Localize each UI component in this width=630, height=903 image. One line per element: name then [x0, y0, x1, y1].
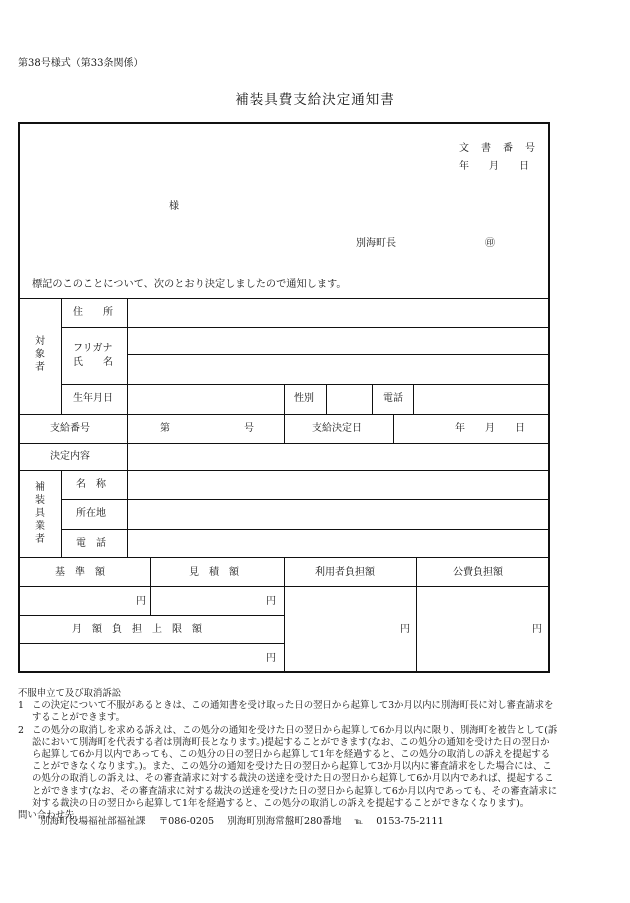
user-burden-yen: 円	[400, 624, 410, 635]
vendor-phone-label: 電 話	[76, 538, 106, 549]
monthly-cap-yen: 円	[266, 653, 276, 664]
rule	[18, 615, 284, 616]
addressee-suffix: 様	[169, 201, 179, 212]
frame-right	[548, 122, 550, 673]
vendor-section-label: 補装具業者	[35, 482, 45, 545]
rule	[18, 298, 550, 299]
decision-date-label: 支給決定日	[312, 423, 362, 434]
furigana-label: フリガナ	[73, 343, 113, 354]
rule	[372, 384, 373, 414]
rule	[18, 470, 550, 471]
decision-date-placeholder: 年 月 日	[455, 423, 525, 434]
public-burden-yen: 円	[532, 624, 542, 635]
rule	[61, 470, 62, 557]
frame-top	[18, 122, 550, 124]
notice-intro: 標記のこのことについて、次のとおり決定しましたので通知します。	[32, 279, 347, 290]
rule	[61, 499, 550, 500]
appeal-heading: 不服申立て及び取消訴訟	[18, 688, 122, 699]
seal-mark: ㊞	[485, 238, 495, 249]
rule	[393, 414, 394, 443]
document-number-label: 文 書 番 号	[459, 143, 536, 154]
rule	[61, 298, 62, 414]
appeal-item: 2 この処分の取消しを求める訴えは、この処分の通知を受けた日の翌日から起算して6か月以内に限り、別海町を被告として(訴訟において別海町を代表する者は別海町長となります。)提起することができます(なお、この処分の通知を受けた日の翌日から起算して6か月以内であっても、この処分の日の翌日から起算して1年を経過すると、この処分の取消しの訴えを提起することができなくなります。)。また、この処分の通知を受けた日の翌日から起算して3か月以内に審査請求をした場合には、この処分の取消しの訴えは、その審査請求に対する裁決の送達を受けた日の翌日から起算して6か月以内であれば、提起することができます(なお、その審査請求に対する裁決の送達を受けた日の翌日から起算して6か月以内であっても、その審査請求に対する裁決の日の翌日から起算して1年を経過すると、この処分の取消しの訴えを提起することができなくなります)。	[18, 724, 558, 809]
form-number: 第38号様式（第33条関係）	[18, 58, 144, 69]
frame-left	[18, 122, 20, 673]
vendor-name-label: 名 称	[76, 479, 106, 490]
decision-number-suffix: 号	[244, 423, 254, 434]
phone-label: 電話	[383, 393, 403, 404]
name-label: 氏 名	[73, 357, 113, 368]
estimate-amount-yen: 円	[266, 596, 276, 607]
rule	[127, 354, 550, 355]
birthdate-label: 生年月日	[73, 393, 113, 404]
rule	[18, 443, 550, 444]
contact-tel: 0153-75-2111	[376, 816, 444, 827]
decision-content-label: 決定内容	[50, 451, 90, 462]
vendor-location-label: 所在地	[76, 508, 106, 519]
rule	[127, 298, 128, 557]
appeal-item: 1 この決定について不服があるときは、この通知書を受け取った日の翌日から起算して3か月以内に別海町長に対し審査請求をすることができます。	[18, 700, 558, 724]
monthly-cap-label: 月 額 負 担 上 限 額	[72, 624, 202, 635]
rule	[416, 557, 417, 672]
document-title: 補装具費支給決定通知書	[235, 92, 395, 108]
appeal-notice	[18, 688, 558, 822]
rule	[61, 384, 550, 385]
contact-address: 別海町別海常盤町280番地	[227, 816, 342, 827]
decision-number-label: 支給番号	[50, 423, 90, 434]
user-burden-label: 利用者負担額	[315, 567, 375, 578]
rule	[61, 529, 550, 530]
rule	[61, 327, 550, 328]
issuer-name: 別海町長	[356, 238, 396, 249]
contact-info	[40, 813, 454, 827]
rule	[326, 384, 327, 414]
public-burden-label: 公費負担額	[453, 567, 503, 578]
rule	[284, 384, 285, 443]
contact-office: 別海町役場福祉部福祉課	[40, 816, 146, 827]
estimate-amount-label: 見 積 額	[189, 567, 239, 578]
rule	[18, 643, 284, 644]
rule	[413, 384, 414, 414]
issue-date-label: 年 月 日	[459, 161, 529, 172]
contact-heading: 問い合わせ先	[18, 810, 75, 822]
rule	[284, 557, 285, 672]
rule	[150, 557, 151, 615]
appeal-item-text: この決定について不服があるときは、この通知書を受け取った日の翌日から起算して3か月以内に別海町長に対し審査請求をすることができます。	[32, 700, 554, 724]
contact-postal: 〒086-0205	[158, 816, 215, 827]
standard-amount-label: 基 準 額	[55, 567, 105, 578]
address-label: 住 所	[73, 307, 113, 318]
telephone-icon: ℡	[354, 817, 364, 826]
standard-amount-yen: 円	[136, 596, 146, 607]
subject-section-label: 対象者	[35, 336, 45, 373]
decision-number-prefix: 第	[160, 423, 170, 434]
appeal-item-text: この処分の取消しを求める訴えは、この処分の通知を受けた日の翌日から起算して6か月以内に限り、別海町を被告として(訴訟において別海町を代表する者は別海町長となります。)提起することができます(なお、この処分の通知を受けた日の翌日から起算して6か月以内であっても、この処分の日の翌日から起算して1年を経過すると、この処分の取消しの訴えを提起することができなくなります。)。また、この処分の通知を受けた日の翌日から起算して3か月以内に審査請求をした場合には、この処分の取消しの訴えは、その審査請求に対する裁決の送達を受けた日の翌日から起算して6か月以内であれば、提起することができます(なお、その審査請求に対する裁決の送達を受けた日の翌日から起算して6か月以内であっても、その審査請求に対する裁決の日の翌日から起算して1年を経過すると、この処分の取消しの訴えを提起することができなくなります)。	[32, 724, 558, 809]
gender-label: 性別	[294, 393, 314, 404]
